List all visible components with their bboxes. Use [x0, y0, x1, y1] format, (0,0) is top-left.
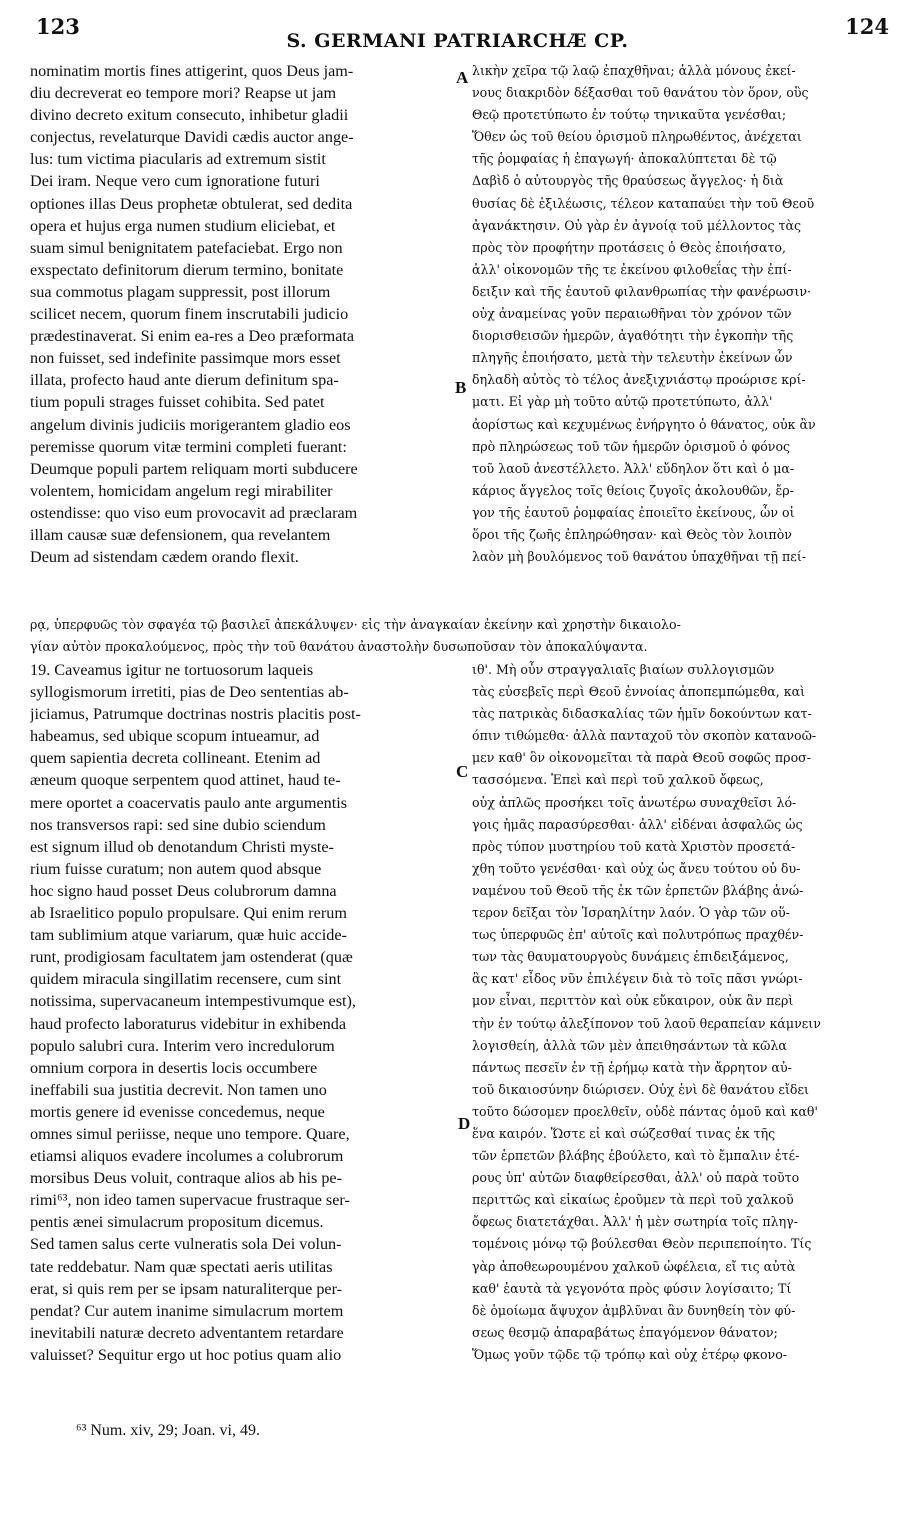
text-line: populo salubri cura. Interim vero incredulorum	[30, 1036, 335, 1055]
text-line: haud profecto laboraturus videbitur in exhibenda	[30, 1014, 347, 1033]
text-line: διορισθεισῶν ἡμερῶν, ἀγαθότητι τὴν ἐγκοπὴν τῆς	[472, 328, 794, 344]
greek-column-bottom	[472, 659, 902, 1366]
text-line: rimi⁶³, non ideo tamen supervacue frustraque ser-	[30, 1191, 350, 1210]
text-line: τερον δεῖξαι τὸν Ἰσραηλίτην λαόν. Ὁ γὰρ τῶν οὕ-	[472, 905, 790, 921]
text-line: πρὸς τὸν προφήτην προτάσεις ὁ Θεὸς ἐποιήσατο,	[472, 239, 787, 255]
text-line: τασσόμενα. Ἐπεὶ καὶ περὶ τοῦ χαλκοῦ ὄφεως,	[472, 772, 764, 788]
text-line: ναμένου τοῦ Θεοῦ τῆς ἐκ τῶν ἑρπετῶν βλάβης ἀνώ-	[472, 882, 804, 898]
text-line: tate reddebatur. Nam quæ spectati aeris utilitas	[30, 1257, 333, 1276]
text-line: morsibus Deus voluit, contraque alios ab his pe-	[30, 1169, 343, 1188]
text-line: οὐχ ἀναμείνας γοῦν περαιωθῆναι τὸν χρόνον τῶν	[472, 306, 792, 322]
text-line: peremisse quorum vitæ termini completi fuerant:	[30, 437, 347, 456]
text-line: hoc signo haud posset Deus colubrorum damna	[30, 881, 337, 900]
text-line: ματι. Εἰ γὰρ μὴ τοῦτο αὐτῷ προτετύπωτο, ἀλλ'	[472, 394, 773, 410]
text-line: δὲ ὁμοίωμα ἄψυχον ἀμβλῦναι ἂν δυνηθείη τὸν φύ-	[472, 1302, 796, 1318]
text-line: πάντως πεσεῖν ἐν τῇ ἐρήμῳ κατὰ τὴν ἄρρητον αὐ-	[472, 1059, 792, 1075]
text-line: τῶν ἑρπετῶν βλάβης ἐβούλετο, καὶ τὸ ἔμπαλιν ἑτέ-	[472, 1148, 800, 1164]
text-line: mere oportet a coacervatis paulo ante argumentis	[30, 793, 348, 812]
page-number-left: 123	[36, 14, 80, 39]
text-line: inevitabili naturæ decreto adventantem retardare	[30, 1323, 344, 1342]
text-line: μον εἶναι, περιττὸν καὶ οὐκ εὔκαιρον, οὐκ ἂν περὶ	[472, 993, 794, 1009]
text-line: δηλαδὴ αὐτὸς τὸ τέλος ἀνεξιχνιάστῳ προώρισε κρί-	[472, 372, 806, 388]
text-line: τοῦτο δώσομεν προελθεῖν, οὐδὲ πάντας ὁμοῦ καὶ καθ'	[472, 1103, 818, 1119]
text-line: habeamus, sed ubique scopum intueamur, ad	[30, 727, 320, 746]
text-line: syllogismorum irretiti, pias de Deo sententias ab-	[30, 683, 349, 702]
text-line: όπιν τιθώμεθα· ἀλλὰ πανταχοῦ τὸν σκοπὸν κατανοῶ-	[472, 728, 817, 744]
spanning-greek-line: γίαν αὐτὸν προκαλούμενος, πρὸς τὴν τοῦ θανάτου ἀναστολὴν δυσωποῦσαν τὸν ἀποκαλύψαντα.	[30, 639, 648, 654]
text-line: γοις ἡμᾶς παρασύρεσθαι· ἀλλ' εἰδέναι ἀσφαλῶς ὡς	[472, 816, 803, 832]
text-line: γὰρ ἀποθεωρουμένου χαλκοῦ ὠφέλεια, εἴ τις αὐτὰ	[472, 1258, 796, 1274]
text-line: ἕνα καιρόν. Ὥστε εἰ καὶ σώζεσθαί τινας ἐκ τῆς	[472, 1125, 776, 1141]
text-line: 19. Caveamus igitur ne tortuosorum laqueis	[30, 661, 314, 679]
text-line: omnes simul periisse, neque uno tempore. Quare,	[30, 1124, 350, 1143]
text-line: illata, profecto haud ante dierum definitum spa-	[30, 371, 339, 390]
text-line: pendat? Cur autem inanime simulacrum mortem	[30, 1301, 344, 1320]
text-line: των τὰς θαυματουργοὺς δυνάμεις ἐπιδειξάμενος,	[472, 949, 789, 965]
text-line: γον τῆς ἑαυτοῦ ῥομφαίας ἐποιεῖτο ἐκείνους, ὧν οἱ	[472, 504, 795, 520]
section-marker-d: D	[458, 1114, 471, 1133]
text-line: erat, si quis rem per se ipsam naturaliterque per-	[30, 1279, 343, 1298]
text-line: est signum illud ob denotandum Christi myste-	[30, 837, 334, 856]
text-line: χθη τοῦτο γενέσθαι· καὶ οὐχ ὡς ἄνευ τούτου οὐ δυ-	[472, 860, 801, 876]
text-line: ἀλλ' οἰκονομῶν τῆς τε ἐκείνου φιλοθεΐας τὴν ἐπί-	[472, 261, 792, 277]
text-line: ὄφεως διατετάχθαι. Ἀλλ' ἡ μὲν σωτηρία τοῖς πληγ-	[472, 1214, 798, 1230]
text-line: ὅροι τῆς ζωῆς ἐπληρώθησαν· καὶ Θεὸς τὸν λοιπὸν	[472, 526, 792, 542]
text-line: jiciamus, Patrumque doctrinas nostris placitis post-	[30, 705, 361, 724]
text-line: τοῦ λαοῦ ἀνεστέλλετο. Ἀλλ' εὔδηλον ὅτι καὶ ὁ μα-	[472, 460, 795, 476]
text-line: ostendisse: quo viso eum provocavit ad præclaram	[30, 503, 358, 522]
text-line: valuisset? Sequitur ergo ut hoc potius quam alio	[30, 1345, 342, 1364]
text-line: exspectato definitorum dierum termino, bonitate	[30, 260, 344, 279]
text-line: περιττῶς καὶ εἰκαίως ἐροῦμεν τὰ περὶ τοῦ χαλκοῦ	[472, 1192, 794, 1208]
text-line: Ὅθεν ὡς τοῦ θείου ὁρισμοῦ πληρωθέντος, ἀνέχεται	[472, 129, 802, 145]
text-line: conjectus, revelaturque Davidi cædis auctor ange-	[30, 128, 354, 147]
text-line: Dei iram. Neque vero cum ignoratione futuri	[30, 172, 320, 191]
text-line: quidem miracula singillatim recensere, cum sint	[30, 970, 342, 989]
text-line: volentem, homicidam angelum regi mirabiliter	[30, 481, 333, 500]
footnote: ⁶³ Num. xiv, 29; Joan. vi, 49.	[76, 1422, 260, 1439]
text-line: rium fuisse curatum; non autem quod absque	[30, 859, 322, 878]
text-line: ab Israelitico populo propulsare. Qui enim rerum	[30, 904, 347, 923]
text-line: Δαβὶδ ὁ αὐτουργὸς τῆς θραύσεως ἄγγελος· ἡ διὰ	[472, 173, 784, 189]
text-line: πρὸ πληρώσεως τοῦ τῶν ἡμερῶν ὁρισμοῦ ὁ φόνος	[472, 438, 791, 454]
text-line: ἀορίστως καὶ κεχυμένως ἐνήργητο ὁ θάνατος, οὐκ ἂν	[472, 416, 816, 432]
running-title: S. GERMANI PATRIARCHÆ CP.	[286, 30, 629, 52]
text-line: ἀγανάκτησιν. Οὐ γὰρ ἐν ἀγνοίᾳ τοῦ μέλλοντος τὰς	[472, 217, 802, 233]
text-line: ἃς κατ' εἶδος νῦν ἐπιλέγειν διὰ τὸ τοῖς πᾶσι γνώρι-	[472, 971, 803, 987]
text-line: τοῦ δικαιοσύνην διώρισεν. Οὐχ ἑνὶ δὲ θανάτου εἴδει	[472, 1081, 809, 1097]
text-line: τομένοις μόνῳ τῷ βούλεσθαι Θεὸν περιπεποίητο. Τίς	[472, 1236, 812, 1252]
text-line: scilicet necem, quorum finem inscrutabili judicio	[30, 305, 349, 324]
text-line: pentis ænei simulacrum propositum dicemus.	[30, 1213, 324, 1232]
text-line: sua commotus plagam suppressit, post illorum	[30, 282, 331, 301]
text-line: ιθ'. Μὴ οὖν στραγγαλιαῖς βιαίων συλλογισμῶν	[472, 662, 775, 677]
text-line: omnium corpora in desertis locis occumbere	[30, 1058, 318, 1077]
text-line: divino decreto exitum consecuto, inhibetur gladii	[30, 106, 349, 125]
text-line: τὰς πατρικὰς διδασκαλίας τῶν ἡμῖν δοκούντων κατ-	[472, 706, 812, 722]
text-line: σεως θεσμῷ ἀπαραβάτως ἐπαγόμενον θάνατον;	[472, 1324, 778, 1340]
text-line: δειξιν καὶ τῆς ἑαυτοῦ φιλανθρωπίας τὴν φανέρωσιν·	[472, 283, 812, 299]
text-line: νους διακριδὸν δέξασθαι τοῦ θανάτου τὸν ὅρον, οὓς	[472, 85, 809, 101]
text-line: nos transversos rapi: sed sine dubio sciendum	[30, 815, 326, 834]
text-line: τῆς ῥομφαίας ἡ ἐπαγωγή· ἀποκαλύπτεται δὲ τῷ	[472, 151, 777, 167]
text-line: tium populi strages fuisset cohibita. Sed patet	[30, 393, 325, 412]
text-line: etiamsi aliquos evadere incolumes a colubrorum	[30, 1147, 344, 1166]
text-line: non fuisset, sed indefinite passimque mors esset	[30, 349, 341, 368]
text-line: πληγῆς ἐποιήσατο, μετὰ τὴν τελευτὴν ἐκείνων ὧν	[472, 350, 793, 366]
text-line: ineffabili sua justitia decrevit. Non tamen uno	[30, 1080, 327, 1099]
text-line: τὴν ἐν τούτῳ ἀλεξίπονον τοῦ λαοῦ θεραπείαν κάμνειν	[472, 1015, 821, 1031]
text-line: ρους ὑπ' αὐτῶν διαφθείρεσθαι, ἀλλ' οὐ παρὰ τοῦτο	[472, 1170, 800, 1186]
text-line: mortis genere id evenisse concedemus, neque	[30, 1102, 325, 1121]
text-line: κάριος ἄγγελος τοῖς θείοις ζυγοῖς ἀκολουθῶν, ἔρ-	[472, 482, 794, 498]
text-line: λικὴν χεῖρα τῷ λαῷ ἐπαχθῆναι; ἀλλὰ μόνους ἐκεί-	[472, 63, 796, 78]
text-line: πρὸς τύπον μυστηρίου τοῦ κατὰ Χριστὸν προσετά-	[472, 838, 796, 854]
section-marker-b: B	[455, 378, 467, 397]
text-line: τὰς εὐσεβεῖς περὶ Θεοῦ ἐννοίας ἀποπεμπώμεθα, καὶ	[472, 684, 806, 700]
greek-column-top	[472, 60, 902, 568]
text-line: Deum ad sistendam cædem orando flexit.	[30, 548, 299, 567]
text-line: μεν καθ' ὃν οἰκονομεῖται τὰ παρὰ Θεοῦ σοφῶς προσ-	[472, 750, 811, 766]
text-line: prædestinaverat. Si enim ea-res a Deo præformata	[30, 327, 355, 346]
text-line: οὐχ ἁπλῶς προσήκει τοῖς ἀνωτέρω συναχθεῖσι λό-	[472, 794, 797, 810]
text-line: æneum quoque serpentem quod attinet, haud te-	[30, 771, 341, 790]
text-line: suam simul benignitatem patefaciebat. Ergo non	[30, 238, 343, 257]
text-line: tam sublimium atque variarum, quæ huic accide-	[30, 926, 347, 945]
text-line: καθ' ἑαυτὰ τὰ γεγονότα πρὸς φύσιν λογίσαιτο; Τί	[472, 1280, 792, 1296]
text-line: λογισθείη, ἀλλὰ τῶν μὲν ἀπειθησάντων τὰ κῶλα	[472, 1037, 787, 1053]
section-marker-c: C	[456, 762, 469, 781]
latin-column-top	[30, 60, 455, 568]
page-number-right: 124	[845, 14, 889, 39]
text-line: optiones illas Deus prophetæ obtulerat, sed dedita	[30, 194, 353, 213]
text-line: diu decreverat eo tempore mori? Reapse ut jam	[30, 84, 337, 103]
text-line: illam causæ suæ defensionem, qua revelantem	[30, 525, 331, 544]
section-marker-a: A	[456, 68, 469, 87]
latin-column-bottom	[30, 659, 455, 1366]
text-line: quem sapientia decreta collineant. Etenim ad	[30, 749, 321, 768]
text-line: Ὅμως γοῦν τῷδε τῷ τρόπῳ καὶ οὐχ ἑτέρῳ φκονο-	[472, 1346, 788, 1362]
text-line: Deumque populi partem reliquam morti subducere	[30, 459, 358, 478]
text-line: Θεῷ προτετύπωτο ἐν τούτῳ τηνικαῦτα γενέσθαι;	[472, 107, 787, 123]
text-line: runt, prodigiosam facultatem jam ostenderat (quæ	[30, 948, 353, 967]
spanning-greek-line: ρᾳ, ὑπερφυῶς τὸν σφαγέα τῷ βασιλεῖ ἀπεκάλυψεν· εἰς τὴν ἀναγκαίαν ἐκείνην καὶ χρηστὴν δικαιολο-	[30, 617, 681, 632]
text-line: λαὸν μὴ βουλόμενος τοῦ θανάτου ὑπαχθῆναι τῇ πεί-	[472, 549, 807, 565]
text-line: nominatim mortis fines attigerint, quos Deus jam-	[30, 62, 354, 80]
text-line: angelum divinis judiciis morigerantem gladio eos	[30, 415, 351, 434]
text-line: θυσίας δὲ ἐξιλέωσις, τέλεον καταπαύει τὴν τοῦ Θεοῦ	[472, 195, 815, 211]
text-line: opera et hujus erga numen studium eliciebat, et	[30, 216, 336, 235]
text-line: Sed tamen salus certe vulneratis sola Dei volun-	[30, 1235, 342, 1254]
text-line: notissima, supervacaneum intempestivumque est),	[30, 992, 356, 1011]
text-line: lus: tum victima piacularis ad extremum sistit	[30, 150, 326, 169]
text-line: τως ὑπερφυῶς ἐπ' αὐτοῖς καὶ πολυτρόπως πραχθέν-	[472, 927, 804, 943]
